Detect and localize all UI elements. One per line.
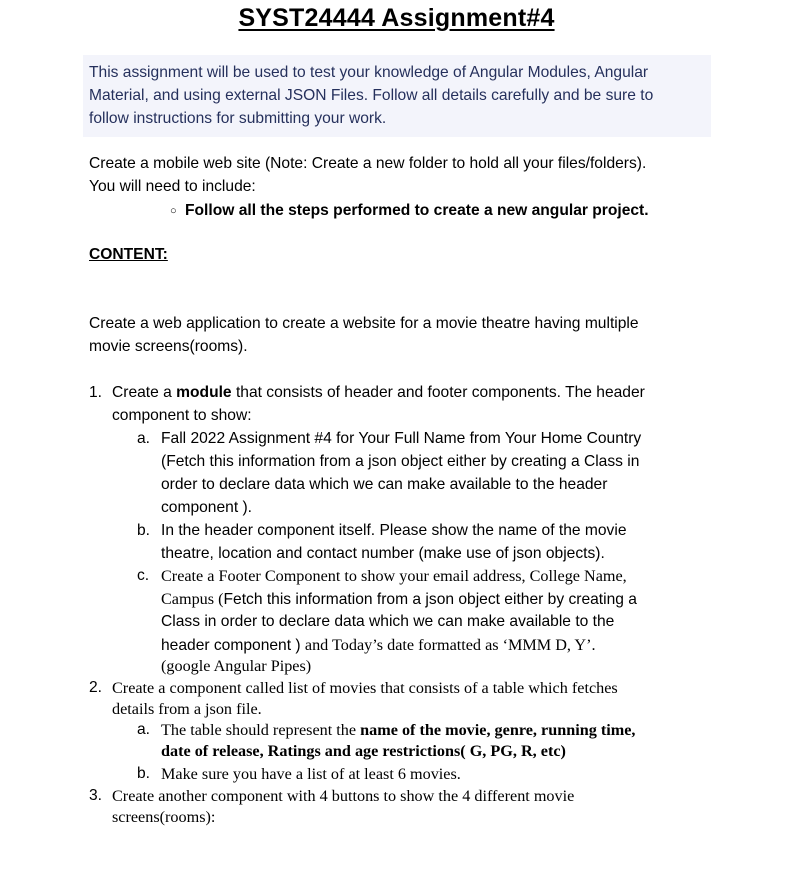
item-2a-line-2: date of release, Ratings and age restrictions( G, PG, R, etc) — [161, 742, 566, 760]
item-1-text-bold: module — [176, 384, 232, 401]
item-1-line-1 — [112, 384, 645, 402]
item-1a-marker: a. — [137, 430, 151, 447]
content-heading: CONTENT: — [89, 246, 168, 263]
item-3-line-2: screens(rooms): — [112, 808, 216, 826]
item-1c-line-2-serif: Campus ( — [161, 590, 224, 608]
item-1-text-pre: Create a — [112, 384, 177, 401]
item-1c-line-5: (google Angular Pipes) — [161, 657, 312, 675]
intro-line-2: Material, and using external JSON Files. Follow all details carefully and be sure to — [89, 87, 654, 104]
item-1c-marker: c. — [137, 567, 150, 584]
item-1a-line-1: Fall 2022 Assignment #4 for Your Full Name from Your Home Country — [161, 430, 642, 447]
item-3-marker: 3. — [89, 787, 103, 804]
item-1a-line-4: component ). — [161, 499, 253, 516]
item-2-marker: 2. — [89, 679, 103, 696]
item-1b-line-1: In the header component itself. Please show the name of the movie — [161, 522, 627, 539]
item-1-line-2: component to show: — [112, 407, 252, 424]
item-2a-line-1 — [161, 721, 635, 740]
item-2b-line-1: Make sure you have a list of at least 6 movies. — [161, 765, 461, 783]
setup-line-1: Create a mobile web site (Note: Create a new folder to hold all your files/folders). — [89, 155, 647, 172]
intro-line-1: This assignment will be used to test your knowledge of Angular Modules, Angular — [89, 64, 649, 81]
item-1c-line-2 — [161, 590, 637, 609]
item-2a-text-bold: name of the movie, genre, running time, — [360, 721, 636, 739]
item-1c-line-4 — [161, 636, 596, 655]
setup-bullet: Follow all the steps performed to create a new angular project. — [185, 202, 649, 219]
setup-line-2: You will need to include: — [89, 178, 256, 195]
description-line-2: movie screens(rooms). — [89, 338, 248, 355]
intro-line-3: follow instructions for submitting your work. — [89, 110, 387, 127]
hollow-bullet-icon: ○ — [170, 205, 177, 217]
item-1c-line-1: Create a Footer Component to show your email address, College Name, — [161, 567, 627, 585]
item-2a-text-pre: The table should represent the — [161, 721, 361, 739]
document-title: SYST24444 Assignment#4 — [238, 4, 555, 32]
item-1c-line-2-sans: Fetch this information from a json object either by creating a — [223, 591, 637, 608]
item-3-line-1: Create another component with 4 buttons to show the 4 different movie — [112, 787, 575, 805]
description-line-1: Create a web application to create a website for a movie theatre having multiple — [89, 315, 639, 332]
item-1b-marker: b. — [137, 522, 151, 539]
item-1-marker: 1. — [89, 384, 103, 401]
item-1-text-post: that consists of header and footer components. The header — [231, 384, 645, 401]
item-2-line-2: details from a json file. — [112, 700, 262, 718]
item-1c-line-4-serif: and Today’s date formatted as ‘MMM D, Y’. — [304, 636, 596, 654]
item-1c-line-3: Class in order to declare data which we can make available to the — [161, 613, 615, 630]
item-1c-line-4-sans: header component ) — [161, 637, 305, 654]
item-1a-line-3: order to declare data which we can make available to the header — [161, 476, 608, 493]
item-2a-marker: a. — [137, 721, 151, 738]
item-2-line-1: Create a component called list of movies that consists of a table which fetches — [112, 679, 618, 697]
item-2b-marker: b. — [137, 765, 151, 782]
item-1a-line-2: (Fetch this information from a json object either by creating a Class in — [161, 453, 640, 470]
item-1b-line-2: theatre, location and contact number (make use of json objects). — [161, 545, 605, 562]
